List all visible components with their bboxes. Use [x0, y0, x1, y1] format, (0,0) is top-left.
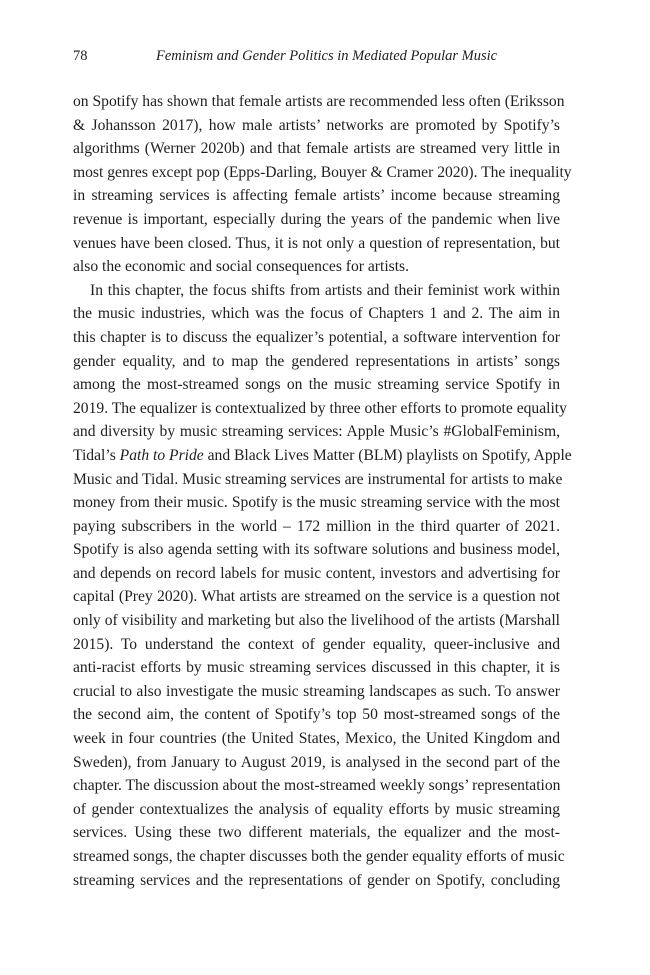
text-line: in streaming services is affecting female artists’ income because streaming — [73, 187, 560, 205]
text-run: Tidal’s — [73, 446, 120, 464]
text-line: the second aim, the content of Spotify’s top 50 most-streamed songs of the — [73, 706, 560, 724]
text-line: venues have been closed. Thus, it is not only a question of representation, but — [73, 234, 560, 252]
running-head — [73, 45, 562, 67]
text-line: and diversity by music streaming services: Apple Music’s #GlobalFeminism, — [73, 423, 560, 441]
text-line: also the economic and social consequences for artists. — [73, 258, 410, 276]
body-text — [73, 90, 572, 892]
text-line: 2019. The equalizer is contextualized by three other efforts to promote equality — [73, 399, 567, 417]
playlist-title-italic: Path to Pride — [119, 446, 204, 464]
text-line: Spotify is also agenda setting with its software solutions and business model, — [73, 541, 560, 559]
text-line: 2015). To understand the context of gender equality, queer-inclusive and — [73, 635, 560, 653]
text-line: Music and Tidal. Music streaming services are instrumental for artists to make — [73, 470, 563, 488]
text-line: gender equality, and to map the gendered representations in artists’ songs — [73, 352, 560, 370]
text-line: on Spotify has shown that female artists are recommended less often (Eriksson — [73, 93, 565, 110]
text-line: services. Using these two different materials, the equalizer and the most- — [73, 824, 560, 842]
text-line: among the most-streamed songs on the music streaming service Spotify in — [73, 376, 560, 394]
paragraph-1 — [73, 90, 572, 279]
text-line: Sweden), from January to August 2019, is analysed in the second part of the — [73, 753, 560, 771]
text-line: crucial to also investigate the music streaming landscapes as such. To answer — [73, 682, 560, 700]
text-line: capital (Prey 2020). What artists are streamed on the service is a question not — [73, 588, 560, 606]
text-line: the music industries, which was the focus of Chapters 1 and 2. The aim in — [73, 305, 560, 323]
text-line: most genres except pop (Epps-Darling, Bouyer & Cramer 2020). The inequality — [73, 163, 572, 181]
text-line: streaming services and the representations of gender on Spotify, concluding — [73, 871, 560, 889]
text-line: chapter. The discussion about the most-streamed weekly songs’ representation — [73, 777, 561, 795]
text-line: this chapter is to discuss the equalizer’s potential, a software intervention for — [73, 328, 560, 346]
text-line: paying subscribers in the world – 172 million in the third quarter of 2021. — [73, 517, 560, 535]
text-line: In this chapter, the focus shifts from artists and their feminist work within — [90, 281, 560, 299]
text-line: streamed songs, the chapter discusses both the gender equality efforts of music — [73, 848, 565, 865]
text-line: and depends on record labels for music content, investors and advertising for — [73, 564, 560, 582]
text-line: of gender contextualizes the analysis of equality efforts by music streaming — [73, 800, 560, 818]
text-run: and Black Lives Matter (BLM) playlists on Spotify, Apple — [203, 446, 572, 464]
text-line: anti-racist efforts by music streaming services discussed in this chapter, it is — [73, 659, 560, 677]
paragraph-2 — [73, 279, 572, 892]
page-number: 78 — [73, 48, 88, 64]
text-line: algorithms (Werner 2020b) and that female artists are streamed very little in — [73, 140, 560, 158]
text-line: revenue is important, especially during the years of the pandemic when live — [73, 210, 560, 228]
text-line: week in four countries (the United States, Mexico, the United Kingdom and — [73, 730, 560, 748]
text-line: money from their music. Spotify is the music streaming service with the most — [73, 494, 560, 512]
text-line: & Johansson 2017), how male artists’ networks are promoted by Spotify’s — [73, 116, 560, 134]
text-line: only of visibility and marketing but also the livelihood of the artists (Marshall — [73, 612, 560, 630]
running-title: Feminism and Gender Politics in Mediated Popular Music — [156, 48, 498, 64]
text-line-with-italic — [73, 444, 572, 468]
